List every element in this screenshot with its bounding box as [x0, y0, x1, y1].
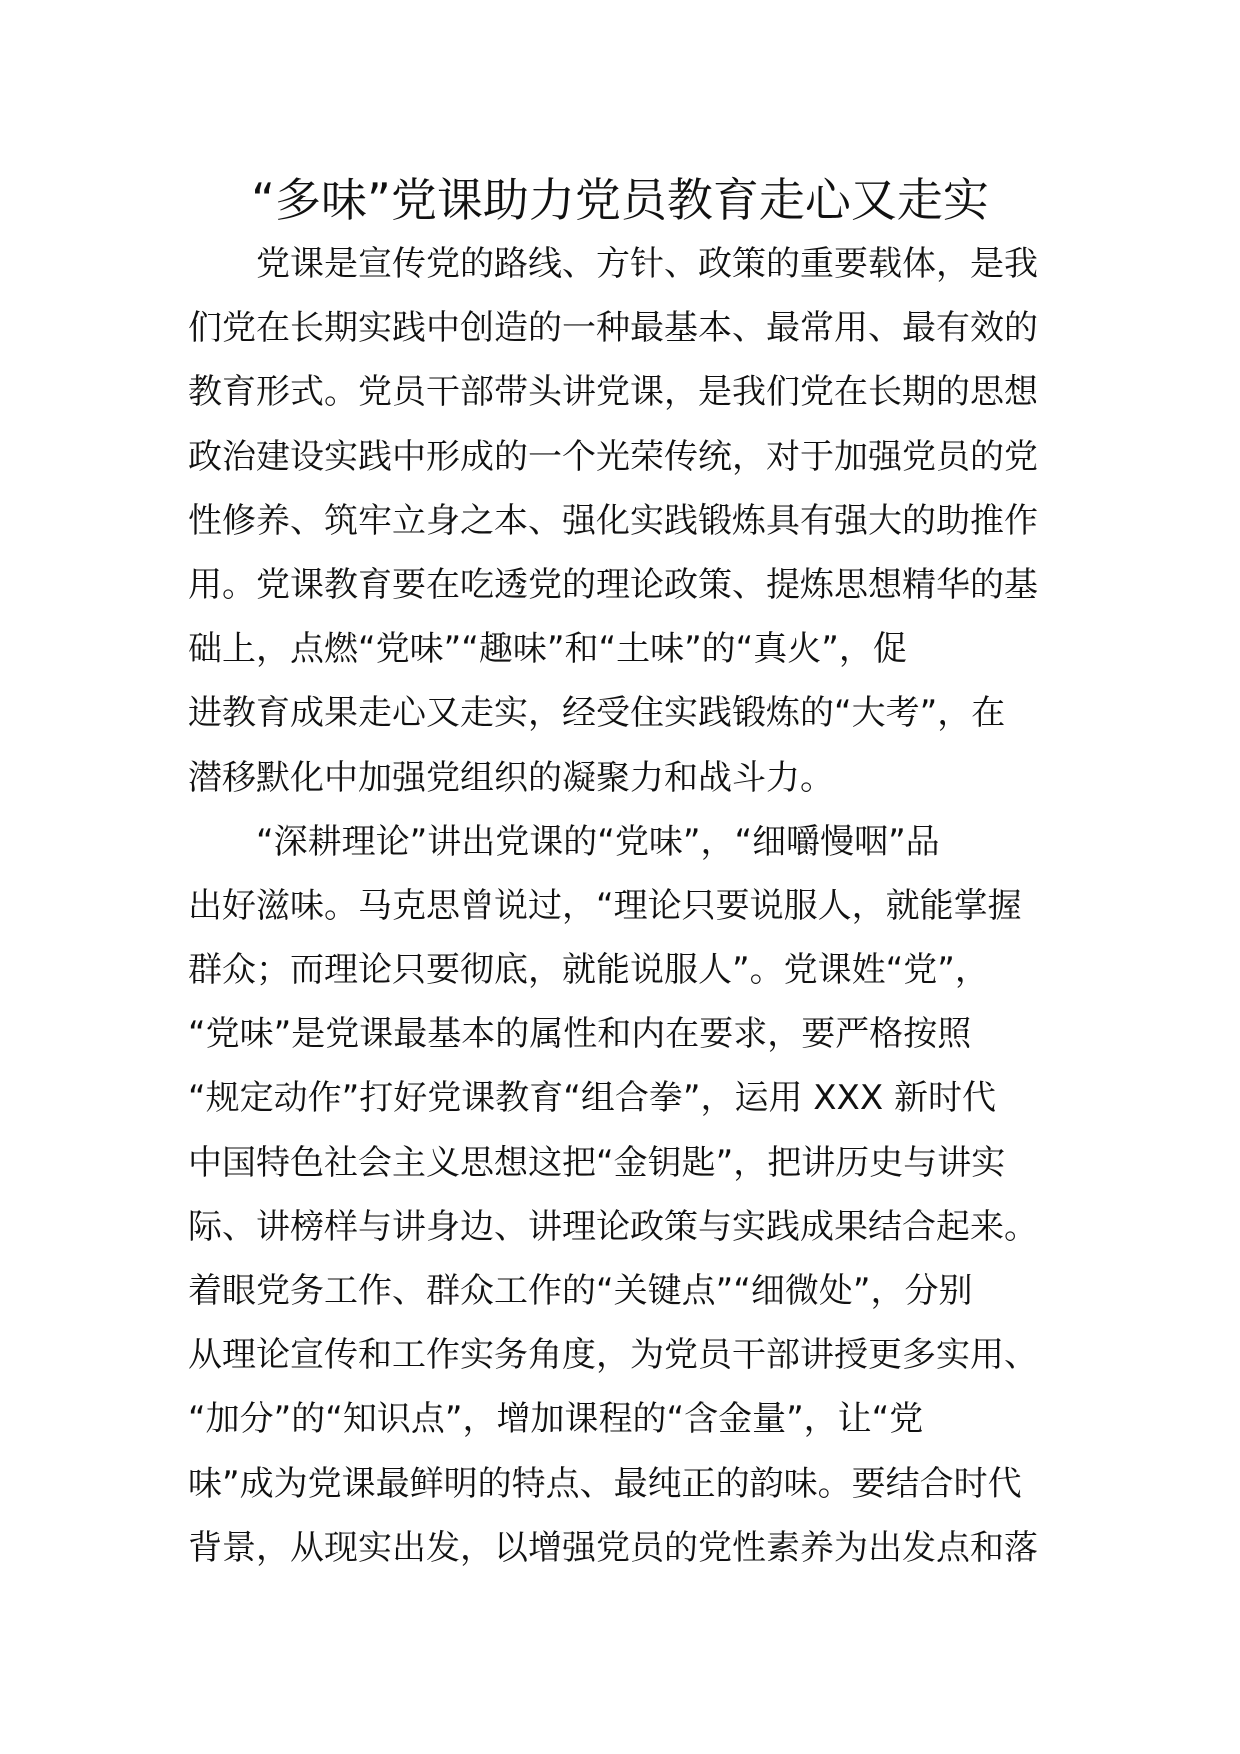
document-title: “多味”党课助力党员教育走心又走实 — [251, 173, 989, 227]
paragraph-1-line: 政治建设实践中形成的一个光荣传统，对于加强党员的党 — [188, 436, 1038, 477]
paragraph-2-line: “加分”的“知识点”，增加课程的“含金量”，让“党 — [188, 1399, 924, 1440]
paragraph-2-line: 群众；而理论只要彻底，就能说服人”。党课姓“党”， — [188, 950, 989, 991]
paragraph-2-line: 际、讲榜样与讲身边、讲理论政策与实践成果结合起来。 — [188, 1206, 1038, 1247]
paragraph-1-line: 础上，点燃“党味”“趣味”和“土味”的“真火”，促 — [188, 629, 907, 670]
paragraph-2-line: “党味”是党课最基本的属性和内在要求，要严格按照 — [188, 1014, 972, 1055]
paragraph-1-line: 教育形式。党员干部带头讲党课，是我们党在长期的思想 — [188, 372, 1038, 413]
paragraph-2-line: “规定动作”打好党课教育“组合拳”，运用 XXX 新时代 — [188, 1078, 996, 1119]
paragraph-1-line: 党课是宣传党的路线、方针、政策的重要载体，是我 — [256, 244, 1038, 284]
paragraph-2-line: 中国特色社会主义思想这把“金钥匙”，把讲历史与讲实 — [188, 1142, 1006, 1183]
paragraph-2-line: 从理论宣传和工作实务角度，为党员干部讲授更多实用、 — [188, 1335, 1038, 1376]
paragraph-2-line: 着眼党务工作、群众工作的“关键点”“细微处”，分别 — [188, 1271, 973, 1311]
paragraph-1-line: 进教育成果走心又走实，经受住实践锻炼的“大考”，在 — [188, 693, 1006, 734]
paragraph-1-line: 性修养、筑牢立身之本、强化实践锻炼具有强大的助推作 — [188, 500, 1038, 541]
paragraph-1-line: 潜移默化中加强党组织的凝聚力和战斗力。 — [188, 757, 834, 798]
paragraph-2-line: 背景，从现实出发，以增强党员的党性素养为出发点和落 — [188, 1527, 1038, 1568]
paragraph-2-line: 味”成为党课最鲜明的特点、最纯正的韵味。要结合时代 — [188, 1463, 1022, 1504]
paragraph-2-line: “深耕理论”讲出党课的“党味”，“细嚼慢咽”品 — [256, 821, 940, 862]
paragraph-1-line: 用。党课教育要在吃透党的理论政策、提炼思想精华的基 — [188, 564, 1038, 605]
paragraph-2-line: 出好滋味。马克思曾说过，“理论只要说服人，就能掌握 — [188, 885, 1022, 926]
paragraph-1-line: 们党在长期实践中创造的一种最基本、最常用、最有效的 — [188, 308, 1038, 349]
document-body — [188, 232, 1054, 1580]
